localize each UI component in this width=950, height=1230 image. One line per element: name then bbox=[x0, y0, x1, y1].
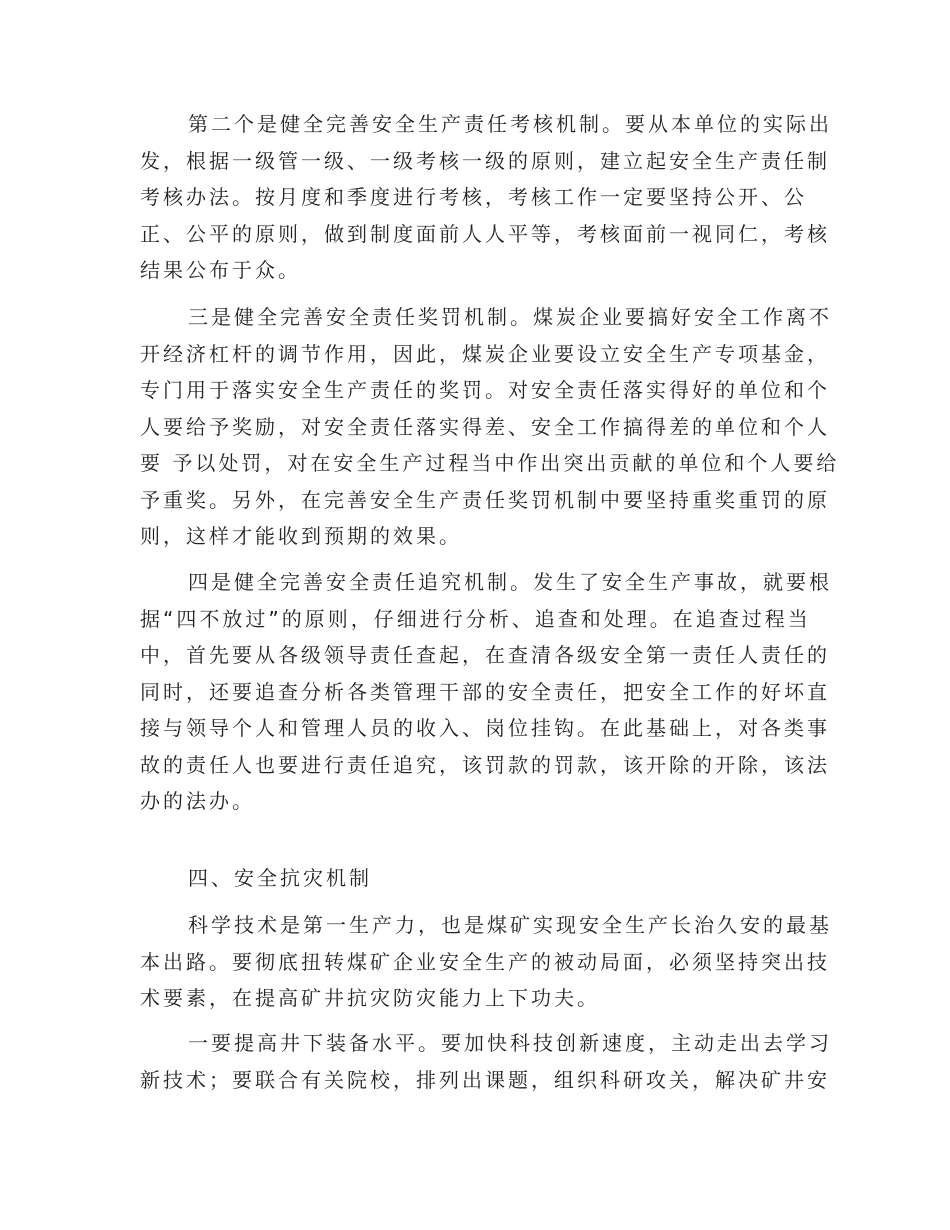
text-line: 接与领导个人和管理人员的收入、岗位挂钩。在此基础上，对各类事 bbox=[140, 716, 830, 740]
paragraph-reward-punishment-mechanism bbox=[140, 299, 840, 555]
text-line: 考核办法。按月度和季度进行考核，考核工作一定要坚持公开、公 bbox=[140, 185, 807, 209]
text-line: 术要素，在提高矿井抗灾防灾能力上下功夫。 bbox=[140, 986, 600, 1010]
text-line: 正、公平的原则，做到制度面前人人平等，考核面前一视同仁，考核 bbox=[140, 221, 830, 246]
paragraph-assessment-mechanism bbox=[140, 106, 832, 289]
section-heading-disaster-resistance bbox=[140, 860, 810, 897]
text-line: 四是健全完善安全责任追究机制。发生了安全生产事故，就要根 bbox=[188, 570, 832, 594]
text-line: 中，首先要从各级领导责任查起，在查清各级安全第一责任人责任的 bbox=[140, 643, 830, 667]
text-line: 一要提高井下装备水平。要加快科技创新速度，主动走出去学习 bbox=[188, 1031, 832, 1055]
text-line: 要 予以处罚，对在安全生产过程当中作出突出贡献的单位和个人要给 bbox=[140, 451, 840, 475]
text-line: 专门用于落实安全生产责任的奖罚。对安全责任落实得好的单位和个 bbox=[140, 378, 830, 402]
text-line: 同时，还要追查分析各类管理干部的安全责任，把安全工作的好坏直 bbox=[140, 679, 830, 704]
text-line: 予重奖。另外，在完善安全生产责任奖罚机制中要坚持重奖重罚的原 bbox=[140, 487, 830, 512]
text-line: 人要给予奖励，对安全责任落实得差、安全工作搞得差的单位和个人 bbox=[140, 414, 830, 439]
text-line: 据“四不放过”的原则，仔细进行分析、追查和处理。在追查过程当 bbox=[140, 606, 811, 631]
text-line: 办的法办。 bbox=[140, 789, 255, 813]
text-line: 则，这样才能收到预期的效果。 bbox=[140, 524, 462, 548]
paragraph-equipment-level bbox=[140, 1025, 832, 1098]
text-line: 发，根据一级管一级、一级考核一级的原则，建立起安全生产责任制 bbox=[140, 148, 830, 173]
text-line: 新技术；要联合有关院校，排列出课题，组织科研攻关，解决矿井安 bbox=[140, 1067, 830, 1092]
text-line: 第二个是健全完善安全生产责任考核机制。要从本单位的实际出 bbox=[188, 112, 832, 136]
text-line: 科学技术是第一生产力，也是煤矿实现安全生产长治久安的最基 bbox=[188, 913, 832, 937]
text-line: 故的责任人也要进行责任追究，该罚款的罚款，该开除的开除，该法 bbox=[140, 752, 830, 777]
section-heading: 四、安全抗灾机制 bbox=[188, 866, 372, 890]
text-line: 结果公布于众。 bbox=[140, 258, 301, 282]
paragraph-accountability-mechanism bbox=[140, 564, 832, 820]
text-line: 三是健全完善安全责任奖罚机制。煤炭企业要搞好安全工作离不 bbox=[188, 305, 832, 329]
text-line: 开经济杠杆的调节作用，因此，煤炭企业要设立安全生产专项基金， bbox=[140, 341, 830, 366]
text-line: 本出路。要彻底扭转煤矿企业安全生产的被动局面，必须坚持突出技 bbox=[140, 949, 830, 974]
paragraph-technology bbox=[140, 907, 832, 1017]
